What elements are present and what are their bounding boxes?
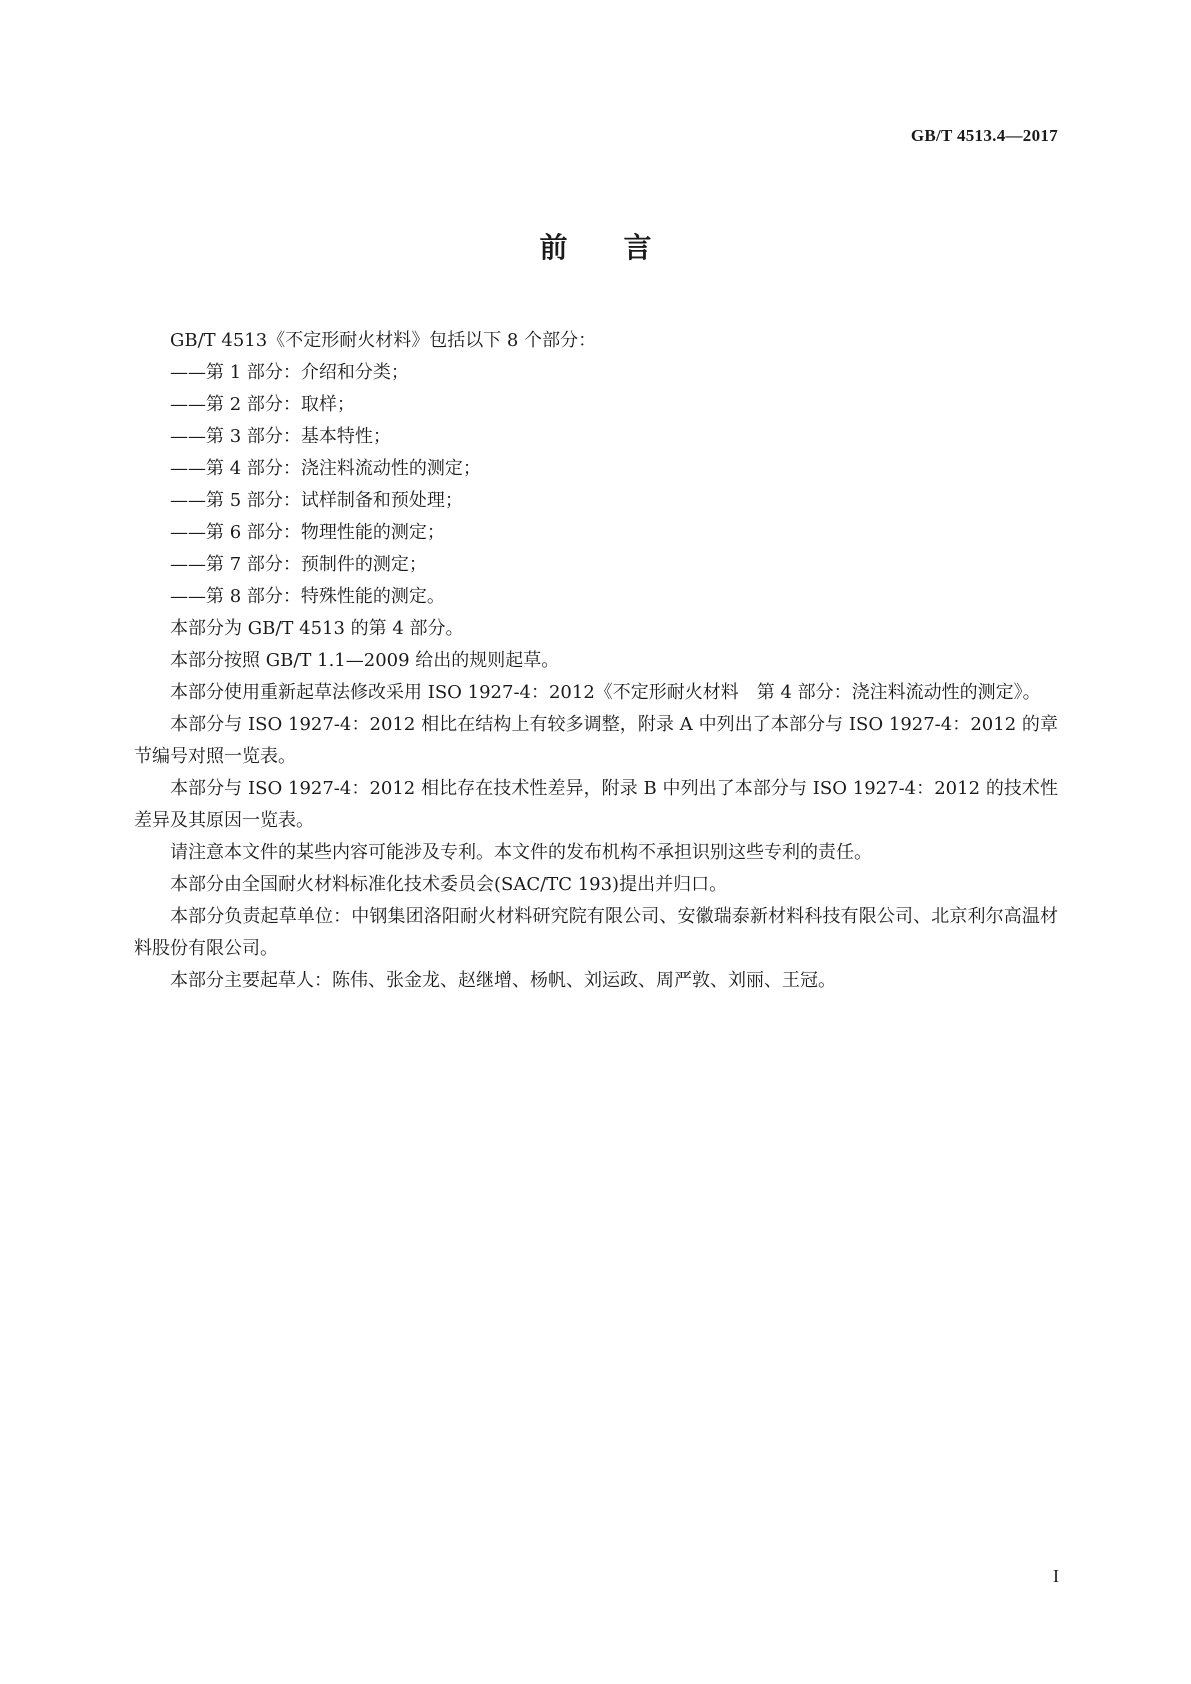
paragraph: 本部分按照 GB/T 1.1—2009 给出的规则起草。 [170, 650, 560, 671]
paragraph: 本部分由全国耐火材料标准化技术委员会(SAC/TC 193)提出并归口。 [170, 874, 728, 895]
list-item: ——第 8 部分：特殊性能的测定。 [170, 586, 445, 607]
paragraph: 本部分主要起草人：陈伟、张金龙、赵继增、杨帆、刘运政、周严敦、刘丽、王冠。 [170, 970, 836, 991]
page-title: 前言 [539, 231, 708, 264]
paragraph: 本部分与 ISO 1927-4：2012 相比在结构上有较多调整，附录 A 中列出了本部分与 ISO 1927-4：2012 的章节编号对照一览表。 [134, 714, 1058, 767]
standard-code: GB/T 4513.4—2017 [910, 126, 1058, 145]
list-item: ——第 4 部分：浇注料流动性的测定； [170, 458, 481, 479]
paragraph: 本部分负责起草单位：中钢集团洛阳耐火材料研究院有限公司、安徽瑞泰新材料科技有限公司、北京利尔高温材料股份有限公司。 [134, 906, 1058, 959]
list-item: ——第 1 部分：介绍和分类； [170, 362, 409, 383]
paragraph: 本部分与 ISO 1927-4：2012 相比存在技术性差异，附录 B 中列出了本部分与 ISO 1927-4：2012 的技术性差异及其原因一览表。 [134, 778, 1058, 831]
list-item: ——第 5 部分：试样制备和预处理； [170, 490, 463, 511]
list-item: ——第 7 部分：预制件的测定； [170, 554, 427, 575]
page-number: I [1053, 1566, 1059, 1586]
list-item: ——第 2 部分：取样； [170, 394, 355, 415]
document-body [134, 325, 1058, 997]
list-item: ——第 3 部分：基本特性； [170, 426, 391, 447]
paragraph: 请注意本文件的某些内容可能涉及专利。本文件的发布机构不承担识别这些专利的责任。 [170, 842, 872, 863]
list-item: ——第 6 部分：物理性能的测定； [170, 522, 445, 543]
intro-paragraph: GB/T 4513《不定形耐火材料》包括以下 8 个部分： [170, 330, 597, 351]
paragraph: 本部分为 GB/T 4513 的第 4 部分。 [170, 618, 464, 639]
paragraph: 本部分使用重新起草法修改采用 ISO 1927-4：2012《不定形耐火材料 第 4 部分：浇注料流动性的测定》。 [170, 682, 1041, 703]
